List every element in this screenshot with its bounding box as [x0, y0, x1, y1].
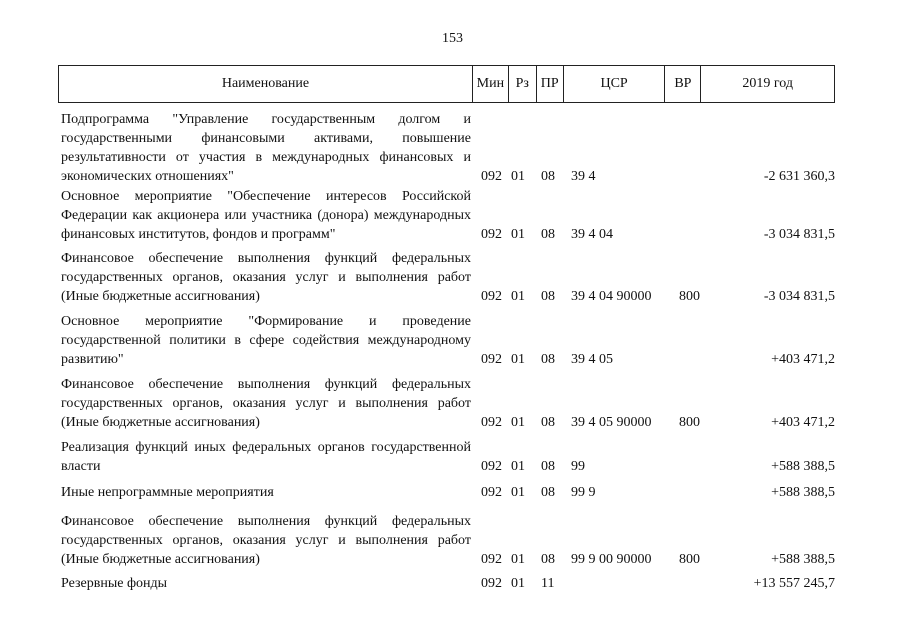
- row-csr: 99 9: [571, 485, 596, 500]
- row-min: 092: [481, 552, 502, 567]
- row-min: 092: [481, 289, 502, 304]
- row-csr: 39 4: [571, 169, 596, 184]
- row-name: Финансовое обеспечение выполнения функций федеральных государственных органов, оказания услуг и выполнения работ (Иные бюджетные ассигнования): [61, 514, 471, 567]
- row-min: 092: [481, 227, 502, 242]
- row-pr: 08: [541, 552, 555, 567]
- row-min: 092: [481, 576, 502, 591]
- header-vr: ВР: [664, 66, 700, 102]
- row-pr: 08: [541, 169, 555, 184]
- row-rz: 01: [511, 552, 525, 567]
- header-csr: ЦСР: [563, 66, 665, 102]
- row-name: Основное мероприятие "Формирование и проведение государственной политики в сфере содействия международному развитию": [61, 314, 471, 367]
- row-pr: 11: [541, 576, 555, 591]
- row-pr: 08: [541, 352, 555, 367]
- row-pr: 08: [541, 415, 555, 430]
- row-rz: 01: [511, 415, 525, 430]
- row-rz: 01: [511, 227, 525, 242]
- row-name: Резервные фонды: [61, 576, 168, 591]
- row-name: Финансовое обеспечение выполнения функций федеральных государственных органов, оказания услуг и выполнения работ (Иные бюджетные ассигнования): [61, 251, 471, 304]
- row-csr: 39 4 05: [571, 352, 613, 367]
- row-name: Финансовое обеспечение выполнения функций федеральных государственных органов, оказания услуг и выполнения работ (Иные бюджетные ассигнования): [61, 377, 471, 430]
- row-min: 092: [481, 415, 502, 430]
- header-year: 2019 год: [700, 66, 834, 102]
- row-pr: 08: [541, 289, 555, 304]
- row-min: 092: [481, 485, 502, 500]
- row-name: Реализация функций иных федеральных органов государственной власти: [61, 440, 471, 474]
- page-number: 153: [442, 31, 463, 46]
- row-rz: 01: [511, 169, 525, 184]
- row-value: -3 034 831,5: [763, 227, 835, 242]
- row-rz: 01: [511, 289, 525, 304]
- row-min: 092: [481, 352, 502, 367]
- row-csr: 39 4 04: [571, 227, 613, 242]
- row-value: +588 388,5: [771, 459, 835, 474]
- row-name: Основное мероприятие "Обеспечение интересов Российской Федерации как акционера или участника (донора) международных финансовых институтов, фондов и программ": [61, 189, 471, 242]
- row-pr: 08: [541, 459, 555, 474]
- row-rz: 01: [511, 352, 525, 367]
- row-csr: 99: [571, 459, 585, 474]
- row-csr: 39 4 05 90000: [571, 415, 652, 430]
- row-name: Подпрограмма "Управление государственным долгом и государственными финансовыми активами, повышение результативности от участия в международных финансовых и экономических отношениях": [61, 112, 471, 184]
- header-min: Мин: [472, 66, 508, 102]
- header-name: Наименование: [221, 76, 310, 91]
- row-value: -3 034 831,5: [763, 289, 835, 304]
- row-csr: 39 4 04 90000: [571, 289, 652, 304]
- row-rz: 01: [511, 485, 525, 500]
- row-vr: 800: [679, 289, 700, 304]
- row-min: 092: [481, 459, 502, 474]
- row-pr: 08: [541, 485, 555, 500]
- row-name: Иные непрограммные мероприятия: [61, 485, 274, 500]
- row-vr: 800: [679, 415, 700, 430]
- row-value: +588 388,5: [771, 485, 835, 500]
- row-value: +588 388,5: [771, 552, 835, 567]
- row-value: -2 631 360,3: [763, 169, 835, 184]
- row-value: +403 471,2: [771, 352, 835, 367]
- row-min: 092: [481, 169, 502, 184]
- header-pr: ПР: [536, 66, 563, 102]
- row-vr: 800: [679, 552, 700, 567]
- row-rz: 01: [511, 576, 525, 591]
- row-value: +403 471,2: [771, 415, 835, 430]
- row-rz: 01: [511, 459, 525, 474]
- table-header: [58, 65, 835, 103]
- header-rz: Рз: [508, 66, 536, 102]
- row-value: +13 557 245,7: [753, 576, 835, 591]
- row-pr: 08: [541, 227, 555, 242]
- row-csr: 99 9 00 90000: [571, 552, 652, 567]
